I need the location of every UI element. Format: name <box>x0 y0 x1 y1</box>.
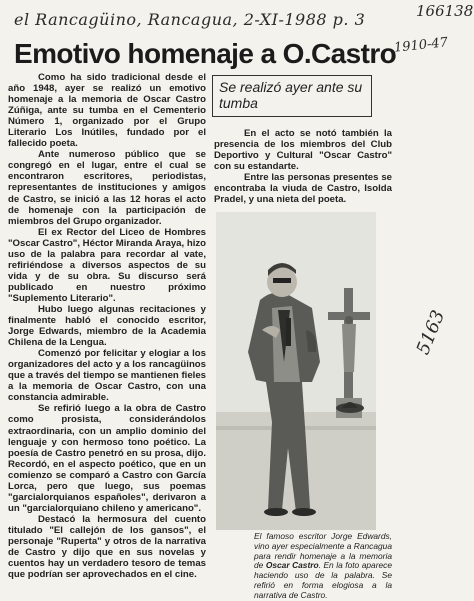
caption-text: . En la foto aparece haciendo uso de la palabra. Se refirió en forma elogiosa a la narrativa de Castro. <box>254 560 392 600</box>
article-paragraph: El ex Rector del Liceo de Hombres "Oscar Castro", Héctor Miranda Araya, hizo uso de la palabra para recordar al vate, refiriéndose a diversos aspectos de su vida y de su obra. Su discurso será publicado en nuestro próximo "Suplemento Literario". <box>8 226 206 304</box>
handwritten-catalog-number: 166138 <box>416 2 474 20</box>
article-paragraph: Como ha sido tradicional desde el año 1948, ayer se realizó un emotivo homenaje a la memoria de Oscar Castro Zúñiga, ante su tumba en el Cementerio Número 1, organizado por el Grupo Literario Los Inútiles, fundado por el fallecido poeta. <box>8 72 206 150</box>
article-left-column <box>8 72 206 592</box>
article-paragraph: En el acto se notó también la presencia de los miembros del Club Deportivo y Cultural "Oscar Castro" con su estandarte. <box>214 128 392 173</box>
photo-caption <box>254 531 392 600</box>
article-subheadline-box: Se realizó ayer ante su tumba <box>212 75 372 117</box>
caption-text: El famoso escritor Jorge Edwards, vino ayer especialmente a Rancagua para rendir homenaje a la memoria de <box>254 531 392 571</box>
article-right-column <box>214 128 392 210</box>
speaker-photo <box>216 212 376 530</box>
article-headline: Emotivo homenaje a O.Castro <box>14 38 397 69</box>
article-paragraph: Entre las personas presentes se encontraba la viuda de Castro, Isolda Pradel, y una nieta del poeta. <box>214 172 392 206</box>
article-paragraph: Comenzó por felicitar y elogiar a los organizadores del acto y a los rancagüinos que a través del tiempo se mantienen fieles a la memoria de Oscar Castro, con una constancia admirable. <box>8 348 206 404</box>
article-paragraph: Destacó la hermosura del cuento titulado "El callejón de los gansos", el personaje "Ruperta" y otros de la narrativa de Castro y dijo que en sus novelas y cuentos hay un verdadero tesoro de temas que podrían ser aprovechados en el cine. <box>8 513 206 581</box>
caption-name: Oscar Castro <box>265 560 319 571</box>
article-paragraph: Hubo luego algunas recitaciones y finalmente habló el conocido escritor, Jorge Edwards, miembro de la Academia Chilena de la Lengua. <box>8 303 206 349</box>
article-paragraph: Ante numeroso público que se congregó en el lugar, entre el cual se encontraron escritores, periodistas, representantes de instituciones y amigos de Castro, se inició a las 12 horas el acto de homenaje con la participación de miembros del Grupo organizador. <box>8 149 206 227</box>
speaker-photo-illustration <box>216 212 376 530</box>
article-paragraph: Se refirió luego a la obra de Castro como prosista, considerándolos extraordinaria, con un amplio dominio del lenguaje y con hermoso tono poético. La poesía de Castro penetró en su prosa, dijo. Recordó, en el aspecto poético, que en un comienzo se comparó a Castro con García Lorca, pero que luego, sus poemas "garcialorquianos españoles", derivaron a un "garcialorquiano chileno y americano". <box>8 403 206 514</box>
handwritten-source-note: el Rancagüino, Rancagua, 2-XI-1988 p. 3 <box>14 10 366 29</box>
handwritten-margin-number: 5163 <box>412 307 450 358</box>
handwritten-date-note: 1910-47 <box>393 35 449 56</box>
